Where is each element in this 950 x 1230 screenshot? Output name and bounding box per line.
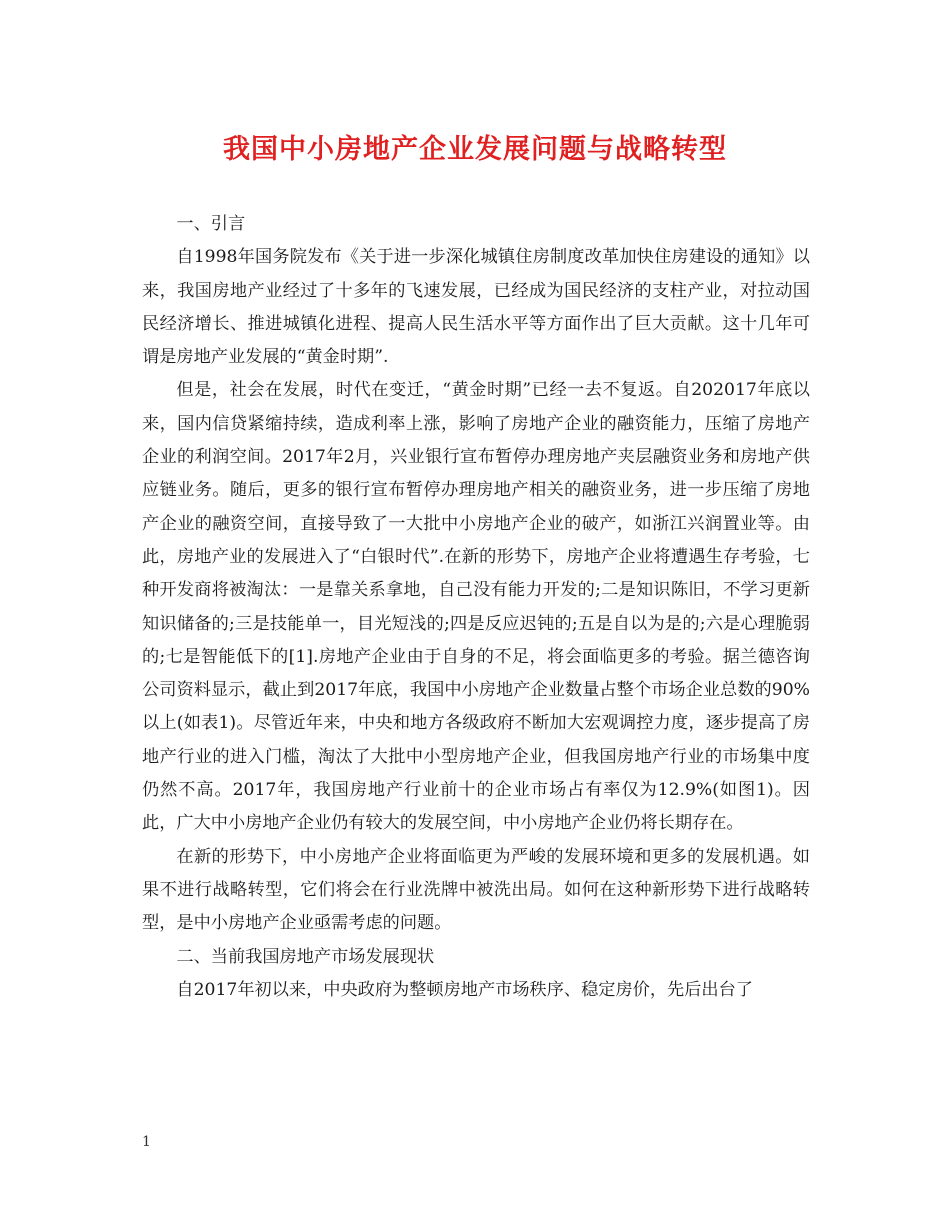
page-number: 1 [142,1134,151,1150]
paragraph-2: 但是，社会在发展，时代在变迁，“黄金时期”已经一去不复返。自202017年底以来，国内信贷紧缩持续，造成利率上涨，影响了房地产企业的融资能力，压缩了房地产企业的利润空间。2017年2月，兴业银行宣布暂停办理房地产夹层融资业务和房地产供应链业务。随后，更多的银行宣布暂停办理房地产相关的融资业务，进一步压缩了房地产企业的融资空间，直接导致了一大批中小房地产企业的破产，如浙江兴润置业等。由此，房地产业的发展进入了“白银时代”.在新的形势下，房地产企业将遭遇生存考验，七种开发商将被淘汰：一是靠关系拿地，自己没有能力开发的;二是知识陈旧，不学习更新知识储备的;三是技能单一，目光短浅的;四是反应迟钝的;五是自以为是的;六是心理脆弱的;七是智能低下的[1].房地产企业由于自身的不足，将会面临更多的考验。据兰德咨询公司资料显示，截止到2017年底，我国中小房地产企业数量占整个市场企业总数的90%以上(如表1)。尽管近年来，中央和地方各级政府不断加大宏观调控力度，逐步提高了房地产行业的进入门槛，淘汰了大批中小型房地产企业，但我国房地产行业的市场集中度仍然不高。2017年，我国房地产行业前十的企业市场占有率仅为12.9%(如图1)。因此，广大中小房地产企业仍有较大的发展空间，中小房地产企业仍将长期存在。 [142,380,810,834]
paragraph-3: 在新的形势下，中小房地产企业将面临更为严峻的发展环境和更多的发展机遇。如果不进行战略转型，它们将会在行业洗牌中被洗出局。如何在这种新形势下进行战略转型，是中小房地产企业亟需考虑的问题。 [142,846,810,934]
paragraph-4: 自2017年初以来，中央政府为整顿房地产市场秩序、稳定房价，先后出台了 [176,979,753,1000]
document-title: 我国中小房地产企业发展问题与战略转型 [223,134,727,165]
section-heading-market-status: 二、当前我国房地产市场发展现状 [176,946,435,967]
paragraph-1: 自1998年国务院发布《关于进一步深化城镇住房制度改革加快住房建设的通知》以来，我国房地产业经过了十多年的飞速发展，已经成为国民经济的支柱产业，对拉动国民经济增长、推进城镇化进程、提高人民生活水平等方面作出了巨大贡献。这十几年可谓是房地产业发展的“黄金时期”. [142,247,810,368]
document-body [142,208,810,1007]
section-heading-introduction: 一、引言 [176,214,246,234]
